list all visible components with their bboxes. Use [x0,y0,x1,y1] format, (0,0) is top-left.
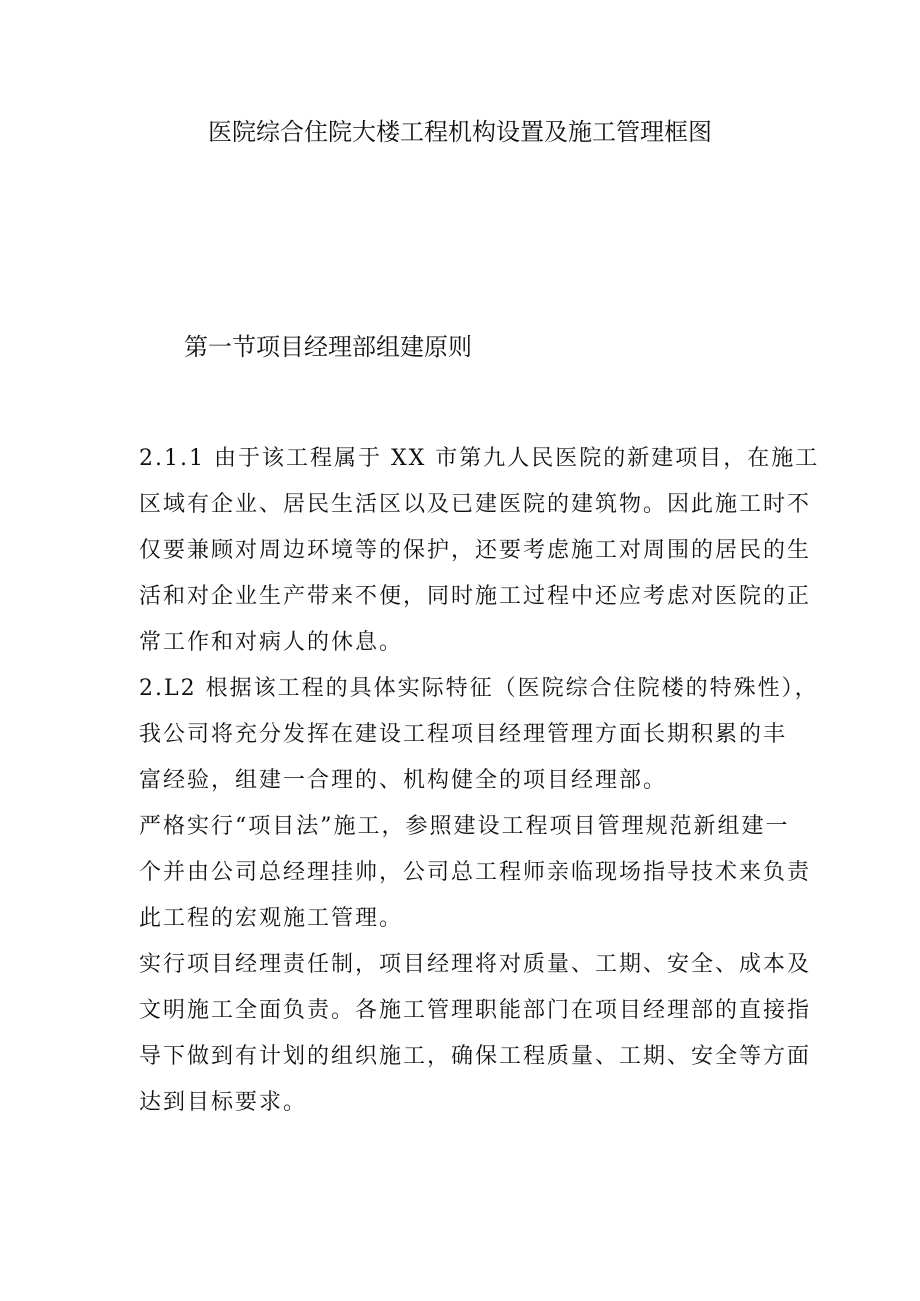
paragraph-line: 2.L2 根据该工程的具体实际特征（医院综合住院楼的特殊性）， [139,676,819,701]
paragraph-line: 个并由公司总经理挂帅，公司总工程师亲临现场指导技术来负责 [139,860,812,885]
paragraph-responsibility-system [139,942,812,1126]
paragraph-2-l2 [139,666,819,804]
section-heading: 第一节项目经理部组建原则 [184,333,472,361]
paragraph-line: 实行项目经理责任制，项目经理将对质量、工期、安全、成本及 [139,952,812,977]
paragraph-line: 严格实行“项目法”施工，参照建设工程项目管理规范新组建一 [139,814,790,839]
paragraph-line: 2.1.1 由于该工程属于 XX 市第九人民医院的新建项目，在施工 [139,446,820,471]
paragraph-line: 常工作和对病人的休息。 [139,630,404,655]
paragraph-line: 富经验，组建一合理的、机构健全的项目经理部。 [139,768,668,793]
paragraph-2-1-1 [139,436,820,666]
paragraph-line: 导下做到有计划的组织施工，确保工程质量、工期、安全等方面 [139,1044,812,1069]
paragraph-line: 活和对企业生产带来不便，同时施工过程中还应考虑对医院的正 [139,584,812,609]
paragraph-project-method [139,804,812,942]
document-title: 医院综合住院大楼工程机构设置及施工管理框图 [208,118,712,146]
paragraph-line: 文明施工全面负责。各施工管理职能部门在项目经理部的直接指 [139,998,812,1023]
paragraph-line: 达到目标要求。 [139,1090,308,1115]
document-body [139,436,820,1126]
paragraph-line: 此工程的宏观施工管理。 [139,906,404,931]
paragraph-line: 仅要兼顾对周边环境等的保护，还要考虑施工对周围的居民的生 [139,538,812,563]
paragraph-line: 区域有企业、居民生活区以及已建医院的建筑物。因此施工时不 [139,492,812,517]
paragraph-line: 我公司将充分发挥在建设工程项目经理管理方面长期积累的丰 [139,722,788,747]
